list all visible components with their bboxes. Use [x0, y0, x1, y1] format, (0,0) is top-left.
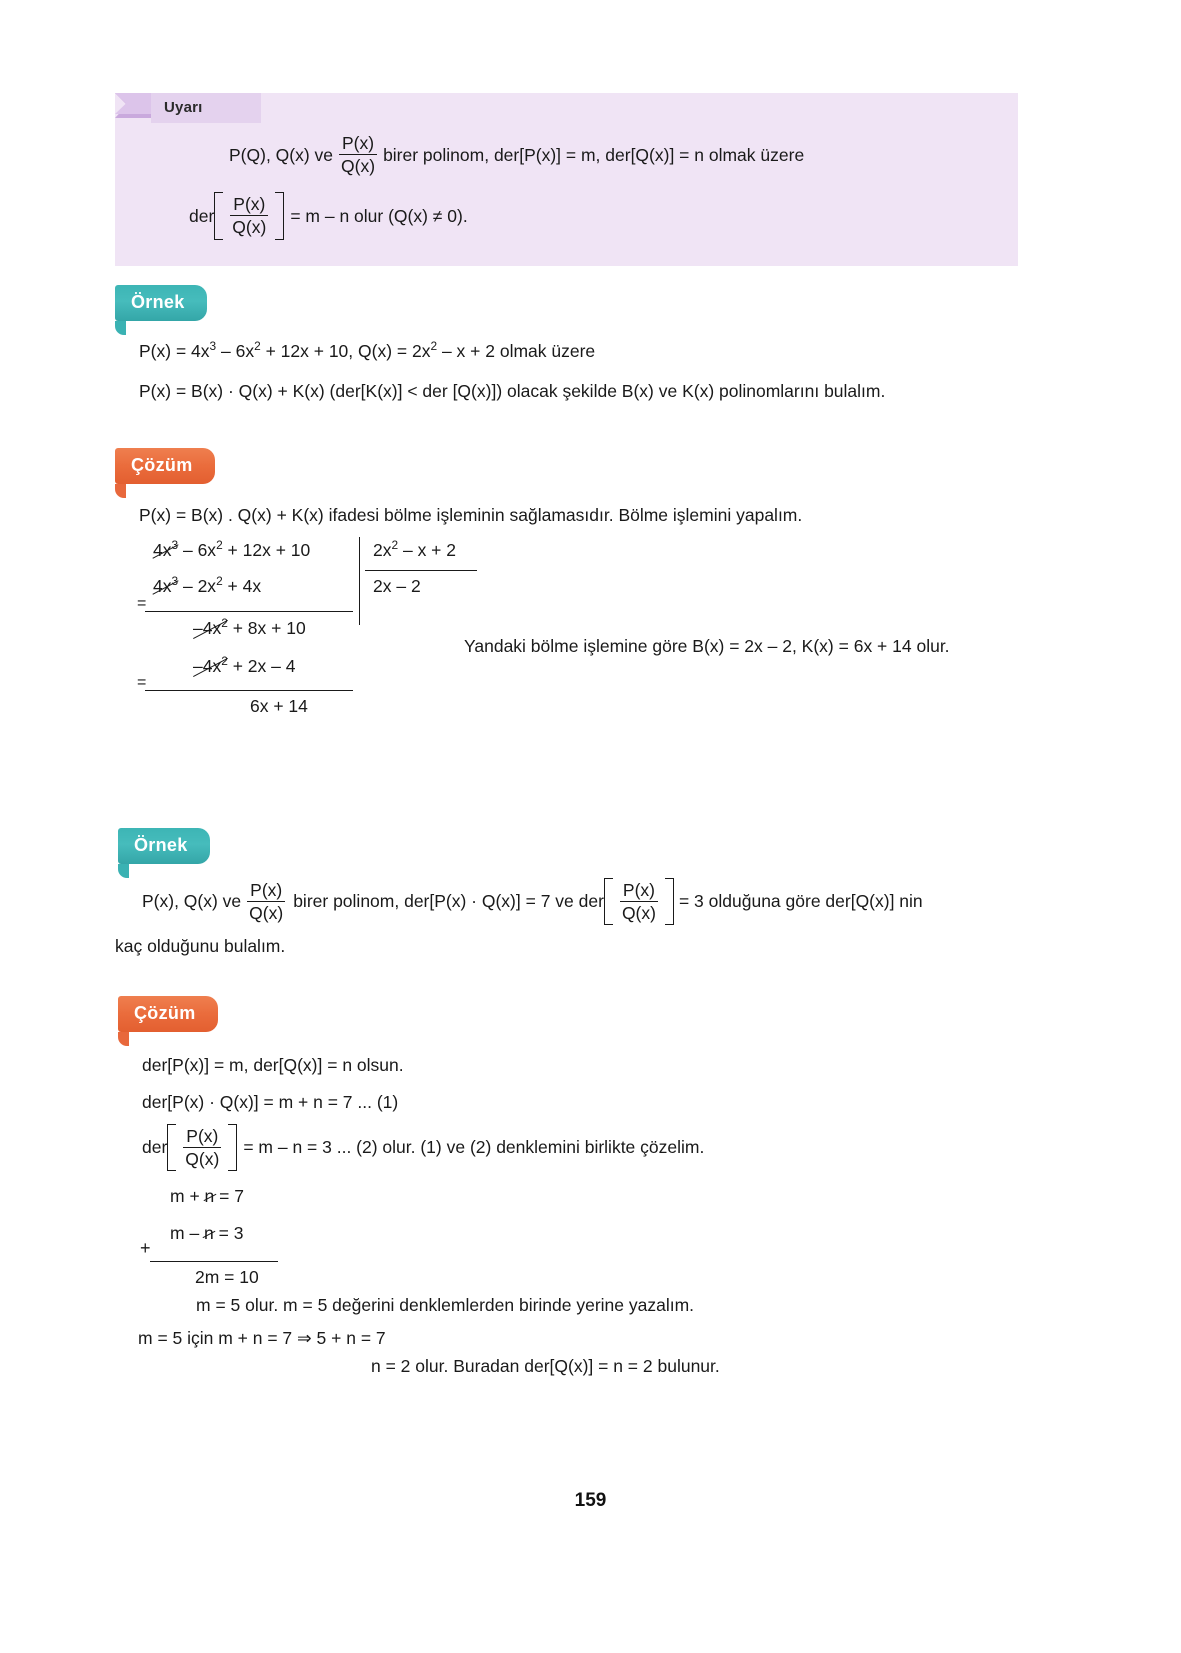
solution2-line3-after: = m – n = 3 ... (2) olur. (1) ve (2) denklemini birlikte çözelim.	[243, 1137, 705, 1158]
exponent: 2	[221, 654, 228, 669]
badge-tail	[115, 321, 126, 335]
fraction-p-over-q	[338, 133, 378, 176]
solution1-intro: P(x) = B(x) . Q(x) + K(x) ifadesi bölme işleminin sağlamasıdır. Bölme işlemini yapalım.	[139, 505, 803, 525]
exponent: 2	[430, 339, 438, 354]
fraction-numerator: P(x)	[247, 880, 285, 902]
badge-tail	[118, 864, 129, 878]
fraction-numerator: P(x)	[183, 1126, 221, 1148]
warning-label: Uyarı	[151, 93, 261, 123]
big-bracket-group	[167, 1124, 237, 1171]
solution-badge-label: Çözüm	[118, 996, 218, 1032]
equals-mark-1: =	[137, 595, 147, 612]
cancel-base: –4x	[193, 618, 222, 638]
solution2-line-5: m = 5 için m + n = 7 ⇒ 5 + n = 7	[138, 1328, 386, 1348]
solution2-line-6: n = 2 olur. Buradan der[Q(x)] = n = 2 bulunur.	[371, 1356, 720, 1376]
division-subtract-1	[153, 576, 261, 597]
division-subtract-2	[193, 656, 295, 677]
fraction-p-over-q	[619, 880, 659, 923]
dividend-rest-a: – 6x	[178, 540, 217, 560]
example1-line-1	[139, 338, 595, 365]
system-equation-1	[170, 1186, 244, 1207]
division-line-2	[145, 690, 353, 691]
subtract1-rest-b: + 4x	[222, 576, 262, 596]
equals-mark-2: =	[137, 674, 147, 691]
der-operator: der	[189, 205, 215, 226]
cancelled-term	[153, 576, 178, 597]
eq1-a: m +	[170, 1186, 205, 1206]
division-divisor	[373, 540, 456, 561]
fraction-denominator: Q(x)	[185, 1149, 220, 1170]
solution1-side-note: Yandaki bölme işlemine göre B(x) = 2x – 2, K(x) = 6x + 14 olur.	[464, 636, 950, 656]
bracket-left	[214, 192, 223, 239]
example1-line1-d: – x + 2 olmak üzere	[437, 341, 596, 361]
fraction-numerator: P(x)	[339, 133, 377, 155]
bracket-right	[665, 878, 674, 925]
bracket-right	[228, 1124, 237, 1171]
cancel-base: –4x	[193, 656, 222, 676]
exponent: 3	[171, 574, 179, 589]
cancel-base: n	[204, 1223, 214, 1243]
warning-flag-icon	[115, 93, 153, 126]
warning-line-2	[141, 192, 992, 239]
der-operator: der	[142, 1137, 168, 1158]
cancelled-term	[153, 540, 178, 561]
fraction-denominator: Q(x)	[249, 903, 284, 924]
cancelled-term	[193, 618, 228, 639]
example-badge-1	[115, 285, 207, 321]
cancelled-term	[193, 656, 228, 677]
solution2-line-3	[142, 1124, 704, 1171]
exponent: 2	[254, 339, 261, 354]
division-remainder-1	[193, 618, 306, 639]
exponent: 2	[216, 538, 223, 553]
warning-line-1	[141, 133, 992, 176]
example1-line1-c: + 12x + 10, Q(x) = 2x	[260, 341, 431, 361]
bracket-left	[167, 1124, 176, 1171]
dividend-rest-b: + 12x + 10	[222, 540, 311, 560]
page-number: 159	[574, 1490, 607, 1511]
fraction-denominator: Q(x)	[341, 156, 376, 177]
solution-badge-2	[118, 996, 218, 1032]
example2-line1-before: P(x), Q(x) ve	[142, 891, 242, 912]
warning-line2-after: = m – n olur (Q(x) ≠ 0).	[290, 205, 468, 226]
exponent: 2	[391, 538, 399, 553]
exponent: 3	[171, 538, 179, 553]
exponent: 3	[209, 339, 217, 354]
exponent: 2	[216, 574, 223, 589]
division-final-remainder: 6x + 14	[250, 696, 308, 716]
cancel-base: 4x	[153, 540, 172, 560]
badge-tail	[115, 484, 126, 498]
bracket-left	[604, 878, 613, 925]
solution-badge-label: Çözüm	[115, 448, 215, 484]
system-operator: +	[140, 1238, 151, 1258]
subtract2-rest: + 2x – 4	[227, 656, 296, 676]
fraction-p-over-q	[229, 194, 269, 237]
division-vertical-bar	[359, 537, 360, 625]
solution2-line-1: der[P(x)] = m, der[Q(x)] = n olsun.	[142, 1055, 404, 1075]
fraction-numerator: P(x)	[620, 880, 658, 902]
cancelled-term	[205, 1186, 215, 1207]
exponent: 2	[221, 616, 228, 631]
bracket-right	[275, 192, 284, 239]
subtract1-rest-a: – 2x	[178, 576, 217, 596]
division-divisor-underline	[365, 570, 477, 571]
division-dividend	[153, 540, 310, 561]
cancel-base: n	[204, 1186, 215, 1206]
eq2-a: m –	[170, 1223, 205, 1243]
solution2-line-4: m = 5 olur. m = 5 değerini denklemlerden birinde yerine yazalım.	[196, 1295, 695, 1315]
example-badge-label: Örnek	[118, 828, 210, 864]
fraction-denominator: Q(x)	[232, 217, 267, 238]
example1-line1-a: P(x) = 4x	[139, 341, 210, 361]
cancel-base: 4x	[153, 576, 172, 596]
big-bracket-group	[604, 878, 674, 925]
fraction-numerator: P(x)	[230, 194, 268, 216]
example2-line-2: kaç olduğunu bulalım.	[115, 936, 286, 956]
system-line	[150, 1261, 278, 1262]
warning-line1-after: birer polinom, der[P(x)] = m, der[Q(x)] = n olmak üzere	[383, 144, 805, 165]
eq1-b: = 7	[214, 1186, 244, 1206]
divisor-a: 2x	[373, 540, 392, 560]
example2-line-1	[142, 878, 923, 925]
long-division	[137, 538, 605, 716]
division-quotient: 2x – 2	[373, 576, 421, 596]
example-badge-label: Örnek	[115, 285, 207, 321]
example-badge-2	[118, 828, 210, 864]
warning-line1-before: P(Q), Q(x) ve	[229, 144, 334, 165]
fraction-denominator: Q(x)	[621, 903, 656, 924]
fraction-p-over-q	[182, 1126, 222, 1169]
warning-box	[115, 93, 1018, 266]
equation-system	[140, 1186, 400, 1291]
example1-line1-b: – 6x	[216, 341, 255, 361]
eq2-b: = 3	[213, 1223, 244, 1243]
cancelled-term	[204, 1223, 214, 1244]
example2-line1-mid: birer polinom, der[P(x) · Q(x)] = 7 ve der	[293, 891, 604, 912]
system-equation-2	[170, 1223, 243, 1244]
solution2-line-2: der[P(x) · Q(x)] = m + n = 7 ... (1)	[142, 1092, 399, 1112]
example1-line-2: P(x) = B(x) · Q(x) + K(x) (der[K(x)] < der [Q(x)]) olacak şekilde B(x) ve K(x) polinomlarını bulalım.	[139, 381, 886, 401]
fraction-p-over-q	[246, 880, 286, 923]
system-result: 2m = 10	[195, 1267, 259, 1287]
divisor-b: – x + 2	[398, 540, 456, 560]
division-line-1	[145, 611, 353, 612]
remainder1-rest: + 8x + 10	[227, 618, 306, 638]
solution-badge-1	[115, 448, 215, 484]
big-bracket-group	[214, 192, 284, 239]
example2-line1-after: = 3 olduğuna göre der[Q(x)] nin	[678, 891, 923, 912]
badge-tail	[118, 1032, 129, 1046]
